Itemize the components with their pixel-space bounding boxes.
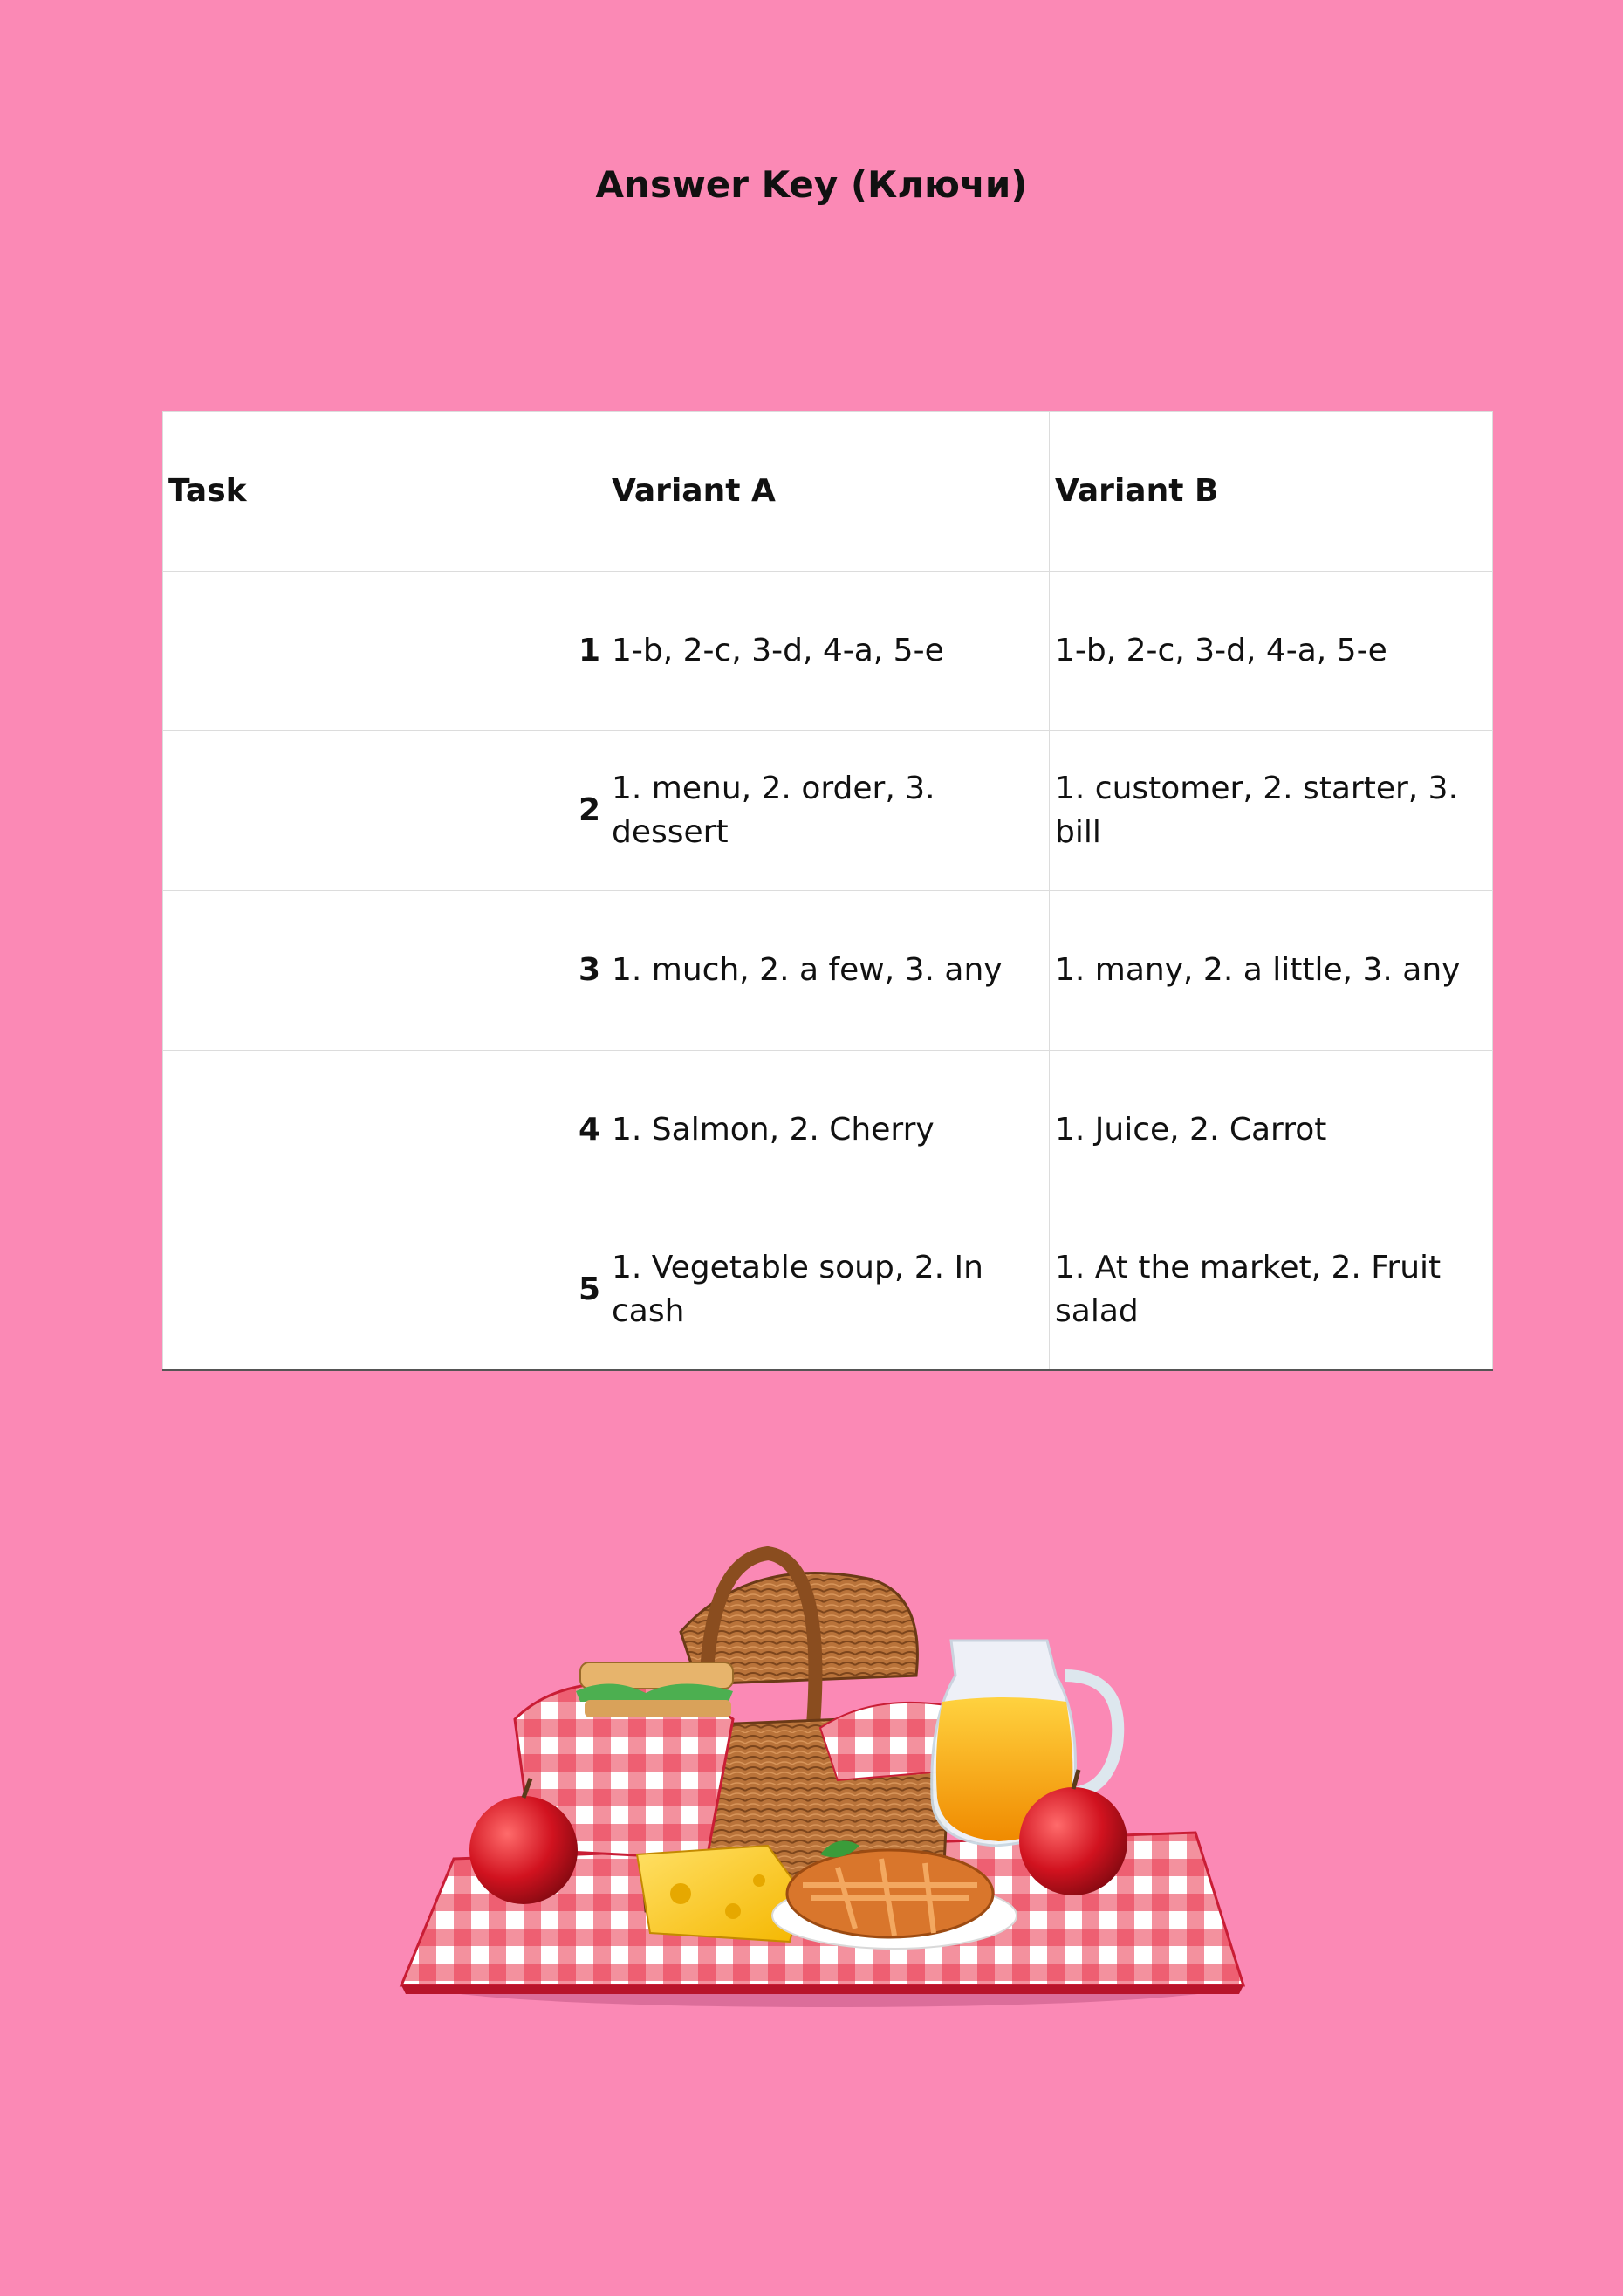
header-variant-b: Variant B: [1050, 412, 1493, 572]
apple-right: [1019, 1787, 1127, 1895]
table-row: [163, 1051, 1493, 1210]
table-row: [163, 891, 1493, 1051]
tablecloth-edge: [401, 1985, 1243, 1994]
variant-b-answer: 1. At the market, 2. Fruit salad: [1050, 1210, 1493, 1370]
table-header-row: [163, 412, 1493, 572]
cheese-hole: [725, 1903, 741, 1919]
header-task: Task: [163, 412, 606, 572]
variant-b-answer: 1. customer, 2. starter, 3. bill: [1050, 731, 1493, 891]
cheese: [637, 1846, 803, 1942]
cheese-hole: [670, 1883, 691, 1904]
variant-a-answer: 1. much, 2. a few, 3. any: [606, 891, 1050, 1051]
variant-a-answer: 1. menu, 2. order, 3. dessert: [606, 731, 1050, 891]
variant-b-answer: 1. Juice, 2. Carrot: [1050, 1051, 1493, 1210]
apple-left: [469, 1796, 578, 1904]
task-number: 5: [163, 1210, 606, 1370]
table-row: [163, 731, 1493, 891]
variant-b-answer: 1. many, 2. a little, 3. any: [1050, 891, 1493, 1051]
variant-a-answer: 1. Vegetable soup, 2. In cash: [606, 1210, 1050, 1370]
task-number: 3: [163, 891, 606, 1051]
sandwich-bread-bottom: [585, 1700, 731, 1717]
variant-a-answer: 1. Salmon, 2. Cherry: [606, 1051, 1050, 1210]
cheese-hole: [753, 1874, 765, 1887]
table-row: [163, 572, 1493, 731]
table-row: [163, 1210, 1493, 1370]
page-title: Answer Key (Ключи): [595, 163, 1028, 206]
header-variant-a: Variant A: [606, 412, 1050, 572]
task-number: 4: [163, 1051, 606, 1210]
task-number: 1: [163, 572, 606, 731]
variant-b-answer: 1-b, 2-c, 3-d, 4-a, 5-e: [1050, 572, 1493, 731]
picnic-illustration: [384, 1545, 1257, 2016]
answer-key-table: [162, 411, 1493, 1371]
variant-a-answer: 1-b, 2-c, 3-d, 4-a, 5-e: [606, 572, 1050, 731]
task-number: 2: [163, 731, 606, 891]
